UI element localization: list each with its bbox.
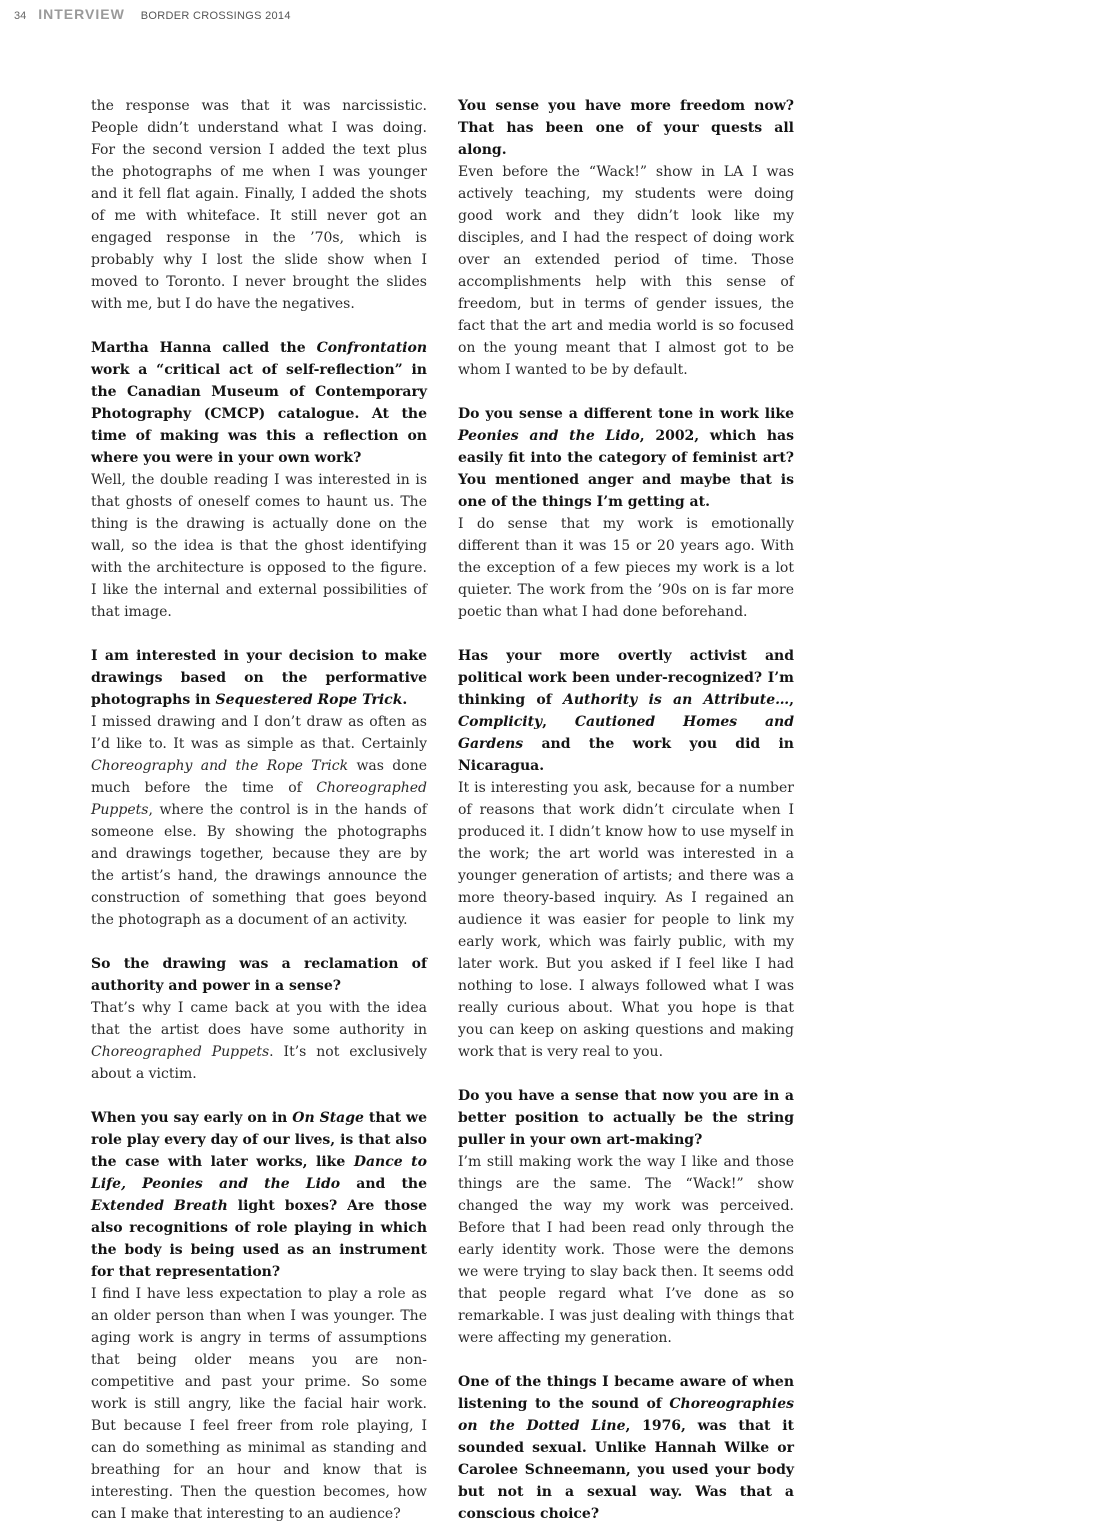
interview-answer bbox=[458, 1151, 794, 1349]
work-title: On Stage bbox=[292, 1110, 364, 1126]
right-column bbox=[458, 95, 794, 1525]
text-run: , bbox=[789, 692, 794, 708]
interview-question bbox=[458, 1371, 794, 1525]
running-header bbox=[14, 6, 291, 22]
text-run: work a “critical act of self-reflection” in the Canadian Museum of Contemporary Photography (CMCP) catalogue. At the time of making was this a reflection on where you were in your own work? bbox=[91, 362, 427, 466]
interview-answer bbox=[91, 95, 427, 315]
text-run: was done much before the time of bbox=[91, 758, 427, 796]
section-label: INTERVIEW bbox=[38, 6, 125, 22]
interview-question bbox=[91, 953, 427, 997]
text-run: the response was that it was narcissistic. People didn’t understand what I was doing. For the second version I added the text plus the photographs of me when I was younger and it fell flat again. Finally, I added the shots of me with whiteface. It still never got an engaged response in the ’70s, which is probably why I lost the slide show when I moved to Toronto. I never brought the slides with me, but I do have the negatives. bbox=[91, 98, 427, 312]
text-run: light boxes? Are those also recognitions of role playing in which the body is being used as an instrument for that representation? bbox=[91, 1198, 428, 1280]
text-run: I’m still making work the way I like and those things are the same. The “Wack!” show changed the way my work was perceived. Before that I had been read only through the early identity work. Those were the demons we were trying to slay back then. It seems odd that people regard what I’ve done as so remarkable. I was just dealing with things that were affecting my generation. bbox=[458, 1154, 794, 1346]
magazine-title: BORDER CROSSINGS 2014 bbox=[140, 10, 291, 22]
text-run: I missed drawing and I don’t draw as often as I’d like to. It was as simple as that. Certainly bbox=[91, 714, 427, 752]
text-run: When you say early on in bbox=[91, 1110, 293, 1126]
work-title: Extended Breath bbox=[91, 1198, 228, 1214]
text-run: Do you sense a different tone in work like bbox=[458, 406, 794, 422]
text-run: that we role play every day of our lives, is that also the case with later works, like bbox=[91, 1110, 428, 1170]
interview-answer bbox=[91, 997, 427, 1085]
interview-question bbox=[458, 1085, 794, 1151]
left-column bbox=[91, 95, 427, 1525]
work-title: Dance to Life, Peonies and the Lido bbox=[91, 1154, 427, 1192]
work-title: Confrontation bbox=[316, 340, 427, 356]
interview-question bbox=[458, 645, 794, 777]
interview-question bbox=[91, 337, 427, 469]
text-run: I do sense that my work is emotionally different than it was 15 or 20 years ago. With the exception of a few pieces my work is a lot quieter. The work from the ’90s on is far more poetic than what I had done beforehand. bbox=[458, 516, 794, 620]
work-title: Complicity bbox=[458, 714, 543, 730]
work-title: Choreographed Puppets bbox=[91, 780, 427, 818]
text-run: , where the control is in the hands of someone else. By showing the photographs and drawings together, because they are by the artist’s hand, the drawings announce the construction of something that goes beyond the photograph as a document of an activity. bbox=[91, 802, 427, 928]
text-run: , 1976, was that it sounded sexual. Unlike Hannah Wilke or Carolee Schneemann, you used your body but not in a sexual way. Was that a conscious choice? bbox=[458, 1418, 794, 1522]
text-run: Has your more overtly activist and political work been under-recognized? I’m thinking of bbox=[458, 648, 794, 708]
text-run: Martha Hanna called the bbox=[91, 340, 317, 356]
text-run: Do you have a sense that now you are in a better position to actually be the string puller in your own art-making? bbox=[458, 1088, 794, 1148]
interview-question bbox=[458, 95, 794, 161]
work-title: Peonies and the Lido bbox=[458, 428, 640, 444]
interview-question bbox=[91, 645, 427, 711]
text-run: That’s why I came back at you with the idea that the artist does have some authority in bbox=[91, 1000, 427, 1038]
work-title: Choreography and the Rope Trick bbox=[91, 758, 349, 774]
interview-question bbox=[91, 1107, 427, 1283]
text-run: Well, the double reading I was interested in is that ghosts of oneself comes to haunt us. The thing is the drawing is actually done on the wall, so the idea is that the ghost identifying with the architecture is opposed to the figure. I like the internal and external possibilities of that image. bbox=[91, 472, 427, 620]
interview-answer bbox=[91, 1283, 427, 1525]
work-title: Choreographies on the Dotted Line bbox=[458, 1396, 794, 1434]
text-run: You sense you have more freedom now? That has been one of your quests all along. bbox=[458, 98, 794, 158]
work-title: Sequestered Rope Trick bbox=[215, 692, 403, 708]
text-run: . It’s not exclusively about a victim. bbox=[91, 1044, 427, 1082]
interview-answer bbox=[458, 161, 794, 381]
interview-question bbox=[458, 403, 794, 513]
interview-answer bbox=[458, 777, 794, 1063]
text-run: One of the things I became aware of when listening to the sound of bbox=[458, 1374, 794, 1412]
text-run: It is interesting you ask, because for a number of reasons that work didn’t circulate when I produced it. I didn’t know how to use myself in the work; the art world was interested in a younger generation of artists; and there was a more theory-based inquiry. As I regained an audience it was easier for people to link my early work, which was fairly public, with my later work. But you asked if I feel like I had nothing to lose. I always followed what I was really curious about. What you hope is that you can keep on asking questions and making work that is very real to you. bbox=[458, 780, 794, 1060]
work-title: Choreographed Puppets bbox=[91, 1044, 270, 1060]
text-run: I am interested in your decision to make drawings based on the performative photographs in bbox=[91, 648, 427, 708]
text-run: , 2002, which has easily fit into the category of feminist art? You mentioned anger and maybe that is one of the things I’m getting at. bbox=[458, 428, 795, 510]
work-title: Authority is an Attribute… bbox=[563, 692, 790, 708]
text-run: and the bbox=[340, 1176, 427, 1192]
work-title: Cautioned Homes and Gardens bbox=[458, 714, 794, 752]
interview-answer bbox=[91, 711, 427, 931]
page-number: 34 bbox=[14, 10, 27, 22]
text-run: So the drawing was a reclamation of authority and power in a sense? bbox=[91, 956, 427, 994]
text-run: and the work you did in Nicaragua. bbox=[458, 736, 794, 774]
interview-answer bbox=[91, 469, 427, 623]
text-run: , bbox=[542, 714, 575, 730]
text-run: I find I have less expectation to play a role as an older person than when I was younger. The aging work is angry in terms of assumptions that being older means you are non-competitive and past your prime. So some work is still angry, like the facial hair work. But because I feel freer from role playing, I can do something as minimal as standing and breathing for an hour and know that is interesting. Then the question becomes, how can I make that interesting to an audience? bbox=[91, 1286, 427, 1522]
text-run: Even before the “Wack!” show in LA I was actively teaching, my students were doing good work and they didn’t look like my disciples, and I had the respect of doing work over an extended period of time. Those accomplishments help with this sense of freedom, but in terms of gender issues, the fact that the art and media world is so focused on the young meant that I almost got to be whom I wanted to be by default. bbox=[458, 164, 794, 378]
interview-answer bbox=[458, 513, 794, 623]
text-run: . bbox=[402, 692, 408, 708]
